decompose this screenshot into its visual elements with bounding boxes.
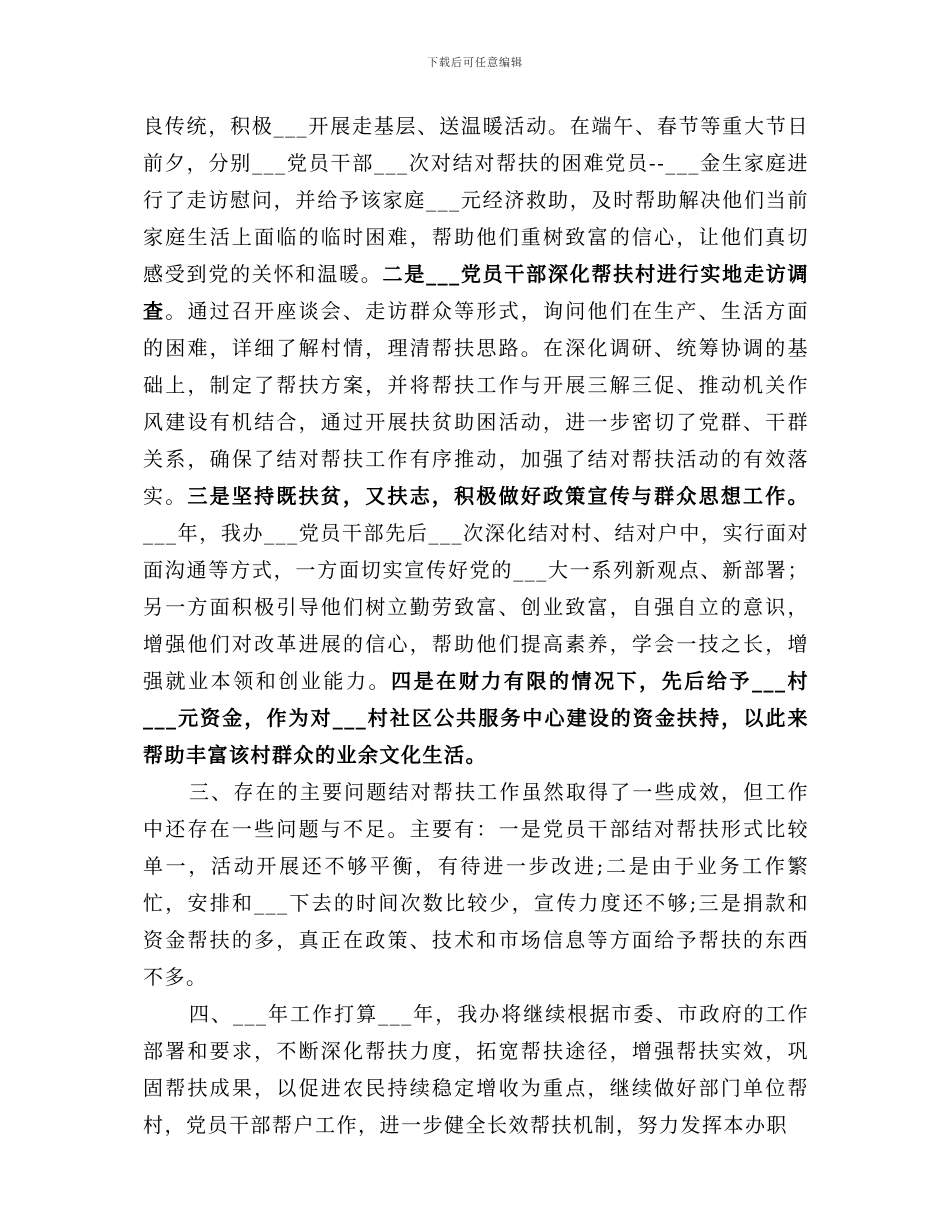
bold-heading-point-two: 二是___党员干部深化帮扶村进行实地走访调查 [143, 262, 810, 323]
paragraph-work-plan: 四、___年工作打算___年，我办将继续根据市委、市政府的工作部署和要求，不断深化帮扶力度，拓宽帮扶途径，增强帮扶实效，巩固帮扶成果，以促进农民持续稳定增收为重点，继续做好部门单位帮村，党员干部帮户工作，进一步健全长效帮扶机制，努力发挥本办职 [143, 1002, 809, 1137]
paragraph-text: 良传统，积极___开展走基层、送温暖活动。在端午、春节等重大节日前夕，分别___党员干部___次对结对帮扶的困难党员--___金生家庭进行了走访慰问，并给予该家庭___元经济救助，及时帮助解决他们当前家庭生活上面临的临时困难，帮助他们重树致富的信心，让他们真切感受到党的关怀和温暖。 [143, 114, 809, 286]
document-body [143, 108, 809, 1144]
bold-heading-point-four: 四是在财力有限的情况下，先后给予___村___元资金，作为对___村社区公共服务中心建设的资金扶持，以此来帮助丰富该村群众的业余文化生活。 [143, 669, 810, 767]
paragraph-assistance-measures [143, 108, 809, 774]
paragraph-main-problems: 三、存在的主要问题结对帮扶工作虽然取得了一些成效，但工作中还存在一些问题与不足。主要有：一是党员干部结对帮扶形式比较单一，活动开展还不够平衡，有待进一步改进;二是由于业务工作繁忙，安排和___下去的时间次数比较少，宣传力度还不够;三是捐款和资金帮扶的多，真正在政策、技术和市场信息等方面给予帮扶的东西不多。 [143, 780, 809, 989]
page-header: 下载后可任意编辑 [427, 56, 523, 69]
paragraph-text: ___年，我办___党员干部先后___次深化结对村、结对户中，实行面对面沟通等方式，一方面切实宣传好党的___大一系列新观点、新部署；另一方面积极引导他们树立勤劳致富、创业致富，自强自立的意识，增强他们对改革进展的信心，帮助他们提高素养，学会一技之长，增强就业本领和创业能力。 [143, 521, 809, 693]
bold-heading-point-three: 三是坚持既扶贫，又扶志，积极做好政策宣传与群众思想工作。 [187, 484, 810, 508]
paragraph-text: 。通过召开座谈会、走访群众等形式，询问他们在生产、生活方面的困难，详细了解村情，理清帮扶思路。在深化调研、统筹协调的基础上，制定了帮扶方案，并将帮扶工作与开展三解三促、推动机关作风建设有机结合，通过开展扶贫助困活动，进一步密切了党群、干群关系，确保了结对帮扶工作有序推动，加强了结对帮扶活动的有效落实。 [143, 299, 810, 508]
